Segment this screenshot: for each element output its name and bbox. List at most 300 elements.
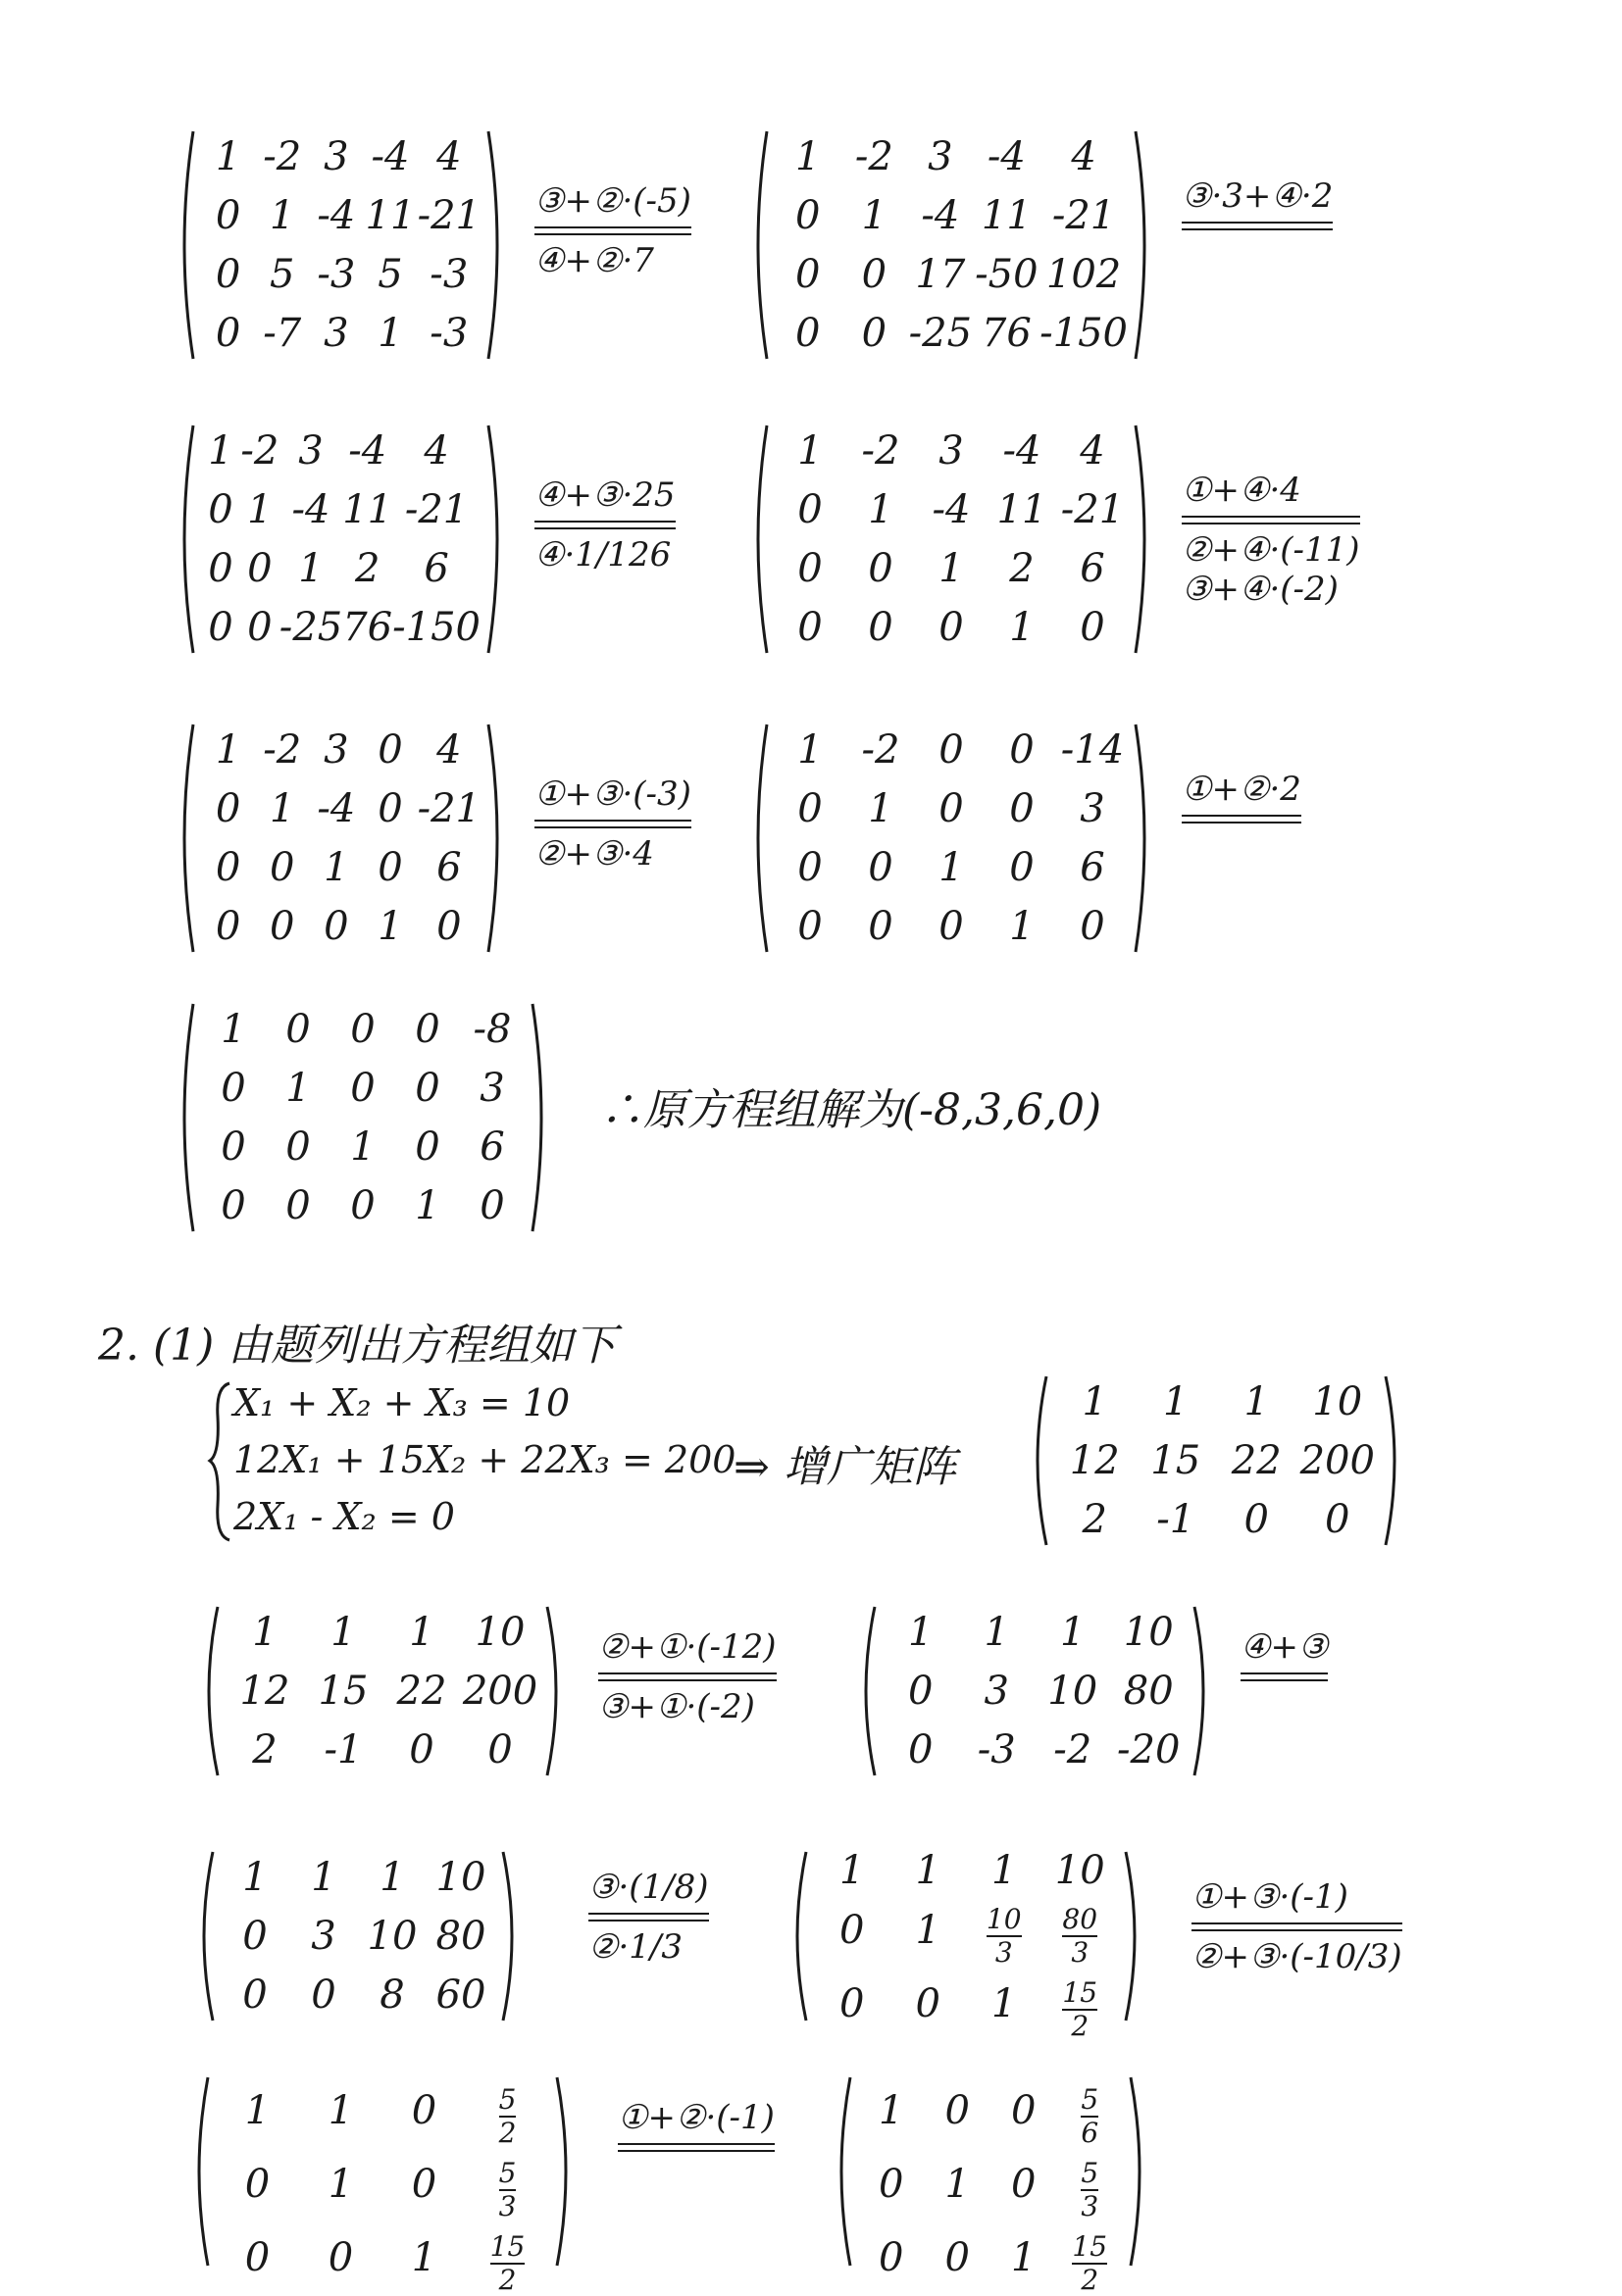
equation-system — [206, 1377, 755, 1544]
left-bracket — [785, 1848, 810, 2024]
matrix-cell: 76 — [342, 605, 393, 650]
matrix-cell: -3 — [430, 311, 469, 356]
matrix-r2-b — [745, 422, 1157, 657]
op-r3-a — [534, 774, 691, 873]
matrix-cell: 0 — [1011, 2161, 1037, 2207]
matrix-cell: 1 — [797, 727, 823, 773]
matrix-cell: 11 — [981, 193, 1032, 238]
matrix-cell: 8 — [380, 1972, 405, 2018]
matrix-cell: -1 — [324, 1727, 363, 1772]
matrix-cell: 10 — [1123, 1610, 1174, 1655]
matrix-cell: 1 — [1163, 1379, 1189, 1424]
matrix-cell: 0 — [350, 1183, 376, 1228]
matrix-cell: 10 — [475, 1610, 526, 1655]
matrix-cell: -21 — [1051, 193, 1116, 238]
matrix-cell: 0 — [215, 252, 241, 297]
matrix-cell: 3 — [311, 1914, 336, 1959]
equivalence-arrow-lines — [534, 820, 691, 828]
matrix-cell: 6 — [436, 845, 462, 890]
conclusion-text: ∴原方程组解为(-8,3,6,0) — [600, 1085, 1102, 1135]
equivalence-arrow-lines — [1182, 815, 1301, 824]
matrix-cell: 0 — [797, 786, 823, 831]
matrix-cell: -2 — [861, 727, 900, 773]
matrix-cell: 0 — [1325, 1497, 1350, 1542]
matrix-augmented — [1025, 1373, 1407, 1549]
matrix-s2-r3-b — [785, 1848, 1147, 2042]
left-bracket — [172, 422, 197, 657]
matrix-cell: 1 — [915, 1848, 940, 1893]
matrix-cell: 3 — [324, 727, 349, 773]
matrix-cell: 0 — [215, 311, 241, 356]
matrix-cell: 0 — [1009, 727, 1035, 773]
matrix-cell: 1 — [252, 1610, 278, 1655]
matrix-cell: 1 — [244, 2087, 271, 2133]
operation-line: ③·3+④·2 — [1182, 176, 1334, 216]
matrix-cell: 2 — [252, 1727, 278, 1772]
equation-2: 12X₁ + 15X₂ + 22X₃ = 200 — [233, 1438, 736, 1481]
matrix-cell: 0 — [221, 1124, 246, 1170]
matrix-cell: 3 — [480, 1066, 505, 1111]
matrix-cell: 1 — [839, 1848, 865, 1893]
matrix-cell: 10 — [435, 1855, 486, 1900]
matrix-cell: 22 — [396, 1669, 447, 1714]
matrix-cell: 4 — [436, 727, 462, 773]
matrix-cell: 0 — [795, 193, 821, 238]
matrix-cell: 0 — [285, 1183, 311, 1228]
matrix-cell: $\frac{80}{3}$ — [1062, 1903, 1098, 1969]
op-s2-r2-b — [1241, 1627, 1328, 1687]
matrix-s2-r4-a — [186, 2073, 579, 2296]
matrix-cell: -25 — [908, 311, 973, 356]
system-brace — [206, 1377, 235, 1544]
matrix-cell: 0 — [215, 193, 241, 238]
matrix-cell: 0 — [208, 487, 233, 532]
matrix-cell: 15 — [1150, 1438, 1201, 1483]
matrix-cell: -50 — [975, 252, 1039, 297]
matrix-cell: 0 — [244, 2234, 271, 2280]
matrix-cell: 0 — [797, 546, 823, 591]
matrix-cell: 3 — [324, 311, 349, 356]
op-s2-r2-a — [598, 1627, 777, 1726]
left-bracket — [172, 127, 197, 363]
matrix-cell: 0 — [1080, 605, 1105, 650]
right-bracket — [1132, 422, 1157, 657]
matrix-cell: 0 — [324, 904, 349, 949]
matrix-cell: 200 — [1299, 1438, 1375, 1483]
matrix-cell: 0 — [868, 904, 893, 949]
matrix-cell: -3 — [317, 252, 356, 297]
matrix-cell: 3 — [984, 1669, 1009, 1714]
matrix-cell: 0 — [208, 605, 233, 650]
left-bracket — [745, 721, 771, 956]
matrix-cell: -2 — [854, 134, 893, 179]
matrix-cell: 3 — [938, 428, 964, 474]
matrix-cell: 0 — [378, 786, 403, 831]
matrix-cell: 0 — [311, 1972, 336, 2018]
matrix-cell: 1 — [285, 1066, 311, 1111]
matrix-cell: 5 — [269, 252, 295, 297]
matrix-cell: 1 — [328, 2161, 354, 2207]
matrix-cell: 4 — [1071, 134, 1096, 179]
operation-line: ①+④·4 — [1182, 471, 1301, 510]
matrix-cell: 1 — [247, 487, 273, 532]
matrix-cell: 80 — [435, 1914, 486, 1959]
matrix-cell: 1 — [908, 1610, 934, 1655]
matrix-cell: -3 — [430, 252, 469, 297]
right-bracket — [1122, 1848, 1147, 2024]
left-bracket — [745, 127, 771, 363]
matrix-cell: $\frac{5}{3}$ — [498, 2157, 517, 2222]
operation-line: ④+③ — [1241, 1627, 1329, 1667]
matrix-cell: -14 — [1060, 727, 1125, 773]
matrix-cell: 0 — [908, 1669, 934, 1714]
matrix-cell: 0 — [908, 1727, 934, 1772]
matrix-cell: 6 — [480, 1124, 505, 1170]
matrix-cell: 0 — [861, 252, 887, 297]
matrix-cell: 10 — [1047, 1669, 1098, 1714]
matrix-cell: 1 — [269, 193, 295, 238]
left-bracket — [172, 1000, 197, 1235]
matrix-cell: 1 — [328, 2087, 354, 2133]
matrix-cell: 0 — [411, 2087, 437, 2133]
matrix-cell: 1 — [215, 134, 241, 179]
matrix-cell: 12 — [1069, 1438, 1120, 1483]
matrix-cell: -2 — [263, 134, 302, 179]
matrix-cell: 10 — [367, 1914, 418, 1959]
matrix-cell: 0 — [938, 727, 964, 773]
matrix-cell: -150 — [1039, 311, 1128, 356]
matrix-cell: 0 — [415, 1066, 440, 1111]
matrix-cell: 0 — [215, 845, 241, 890]
matrix-cell: 0 — [797, 904, 823, 949]
left-bracket — [196, 1603, 222, 1779]
op-r1-a — [534, 181, 691, 280]
matrix-cell: -4 — [1002, 428, 1041, 474]
matrix-cell: 1 — [269, 786, 295, 831]
op-r2-b — [1182, 471, 1360, 609]
right-bracket — [1127, 2073, 1152, 2270]
matrix-r1-a — [172, 127, 510, 363]
matrix-cell: 0 — [487, 1727, 513, 1772]
equivalence-arrow-lines — [534, 226, 691, 235]
matrix-cell: 1 — [879, 2087, 904, 2133]
matrix-cell: -7 — [263, 311, 302, 356]
matrix-cell: 0 — [861, 311, 887, 356]
matrix-cell: 0 — [1009, 845, 1035, 890]
equivalence-arrow-lines — [1241, 1672, 1328, 1681]
matrix-cell: 102 — [1045, 252, 1122, 297]
right-bracket — [1132, 721, 1157, 956]
matrix-cell: 0 — [208, 546, 233, 591]
matrix-cell: 1 — [330, 1610, 356, 1655]
matrix-cell: 1 — [1060, 1610, 1086, 1655]
matrix-cell: 0 — [868, 605, 893, 650]
matrix-cell: 1 — [324, 845, 349, 890]
matrix-cell: 1 — [378, 904, 403, 949]
equivalence-arrow-lines — [1191, 1922, 1402, 1931]
matrix-cell: -4 — [291, 487, 330, 532]
matrix-cell: 3 — [1080, 786, 1105, 831]
matrix-cell: 0 — [350, 1066, 376, 1111]
matrix-cell: 0 — [328, 2234, 354, 2280]
left-bracket — [1025, 1373, 1050, 1549]
matrix-cell: 11 — [342, 487, 393, 532]
matrix-cell: 0 — [244, 2161, 271, 2207]
matrix-cell: 1 — [938, 546, 964, 591]
matrix-cell: 0 — [944, 2087, 970, 2133]
matrix-cell: 0 — [1243, 1497, 1269, 1542]
matrix-cell: 1 — [1009, 904, 1035, 949]
operation-line: ④+②·7 — [534, 241, 654, 280]
matrix-cell: -2 — [861, 428, 900, 474]
matrix-cell: 22 — [1231, 1438, 1282, 1483]
operation-line: ①+③·(-3) — [534, 774, 691, 814]
operation-line: ①+②·2 — [1182, 770, 1301, 809]
matrix-cell: 6 — [424, 546, 449, 591]
matrix-cell: 1 — [415, 1183, 440, 1228]
matrix-cell: 0 — [247, 546, 273, 591]
matrix-cell: 0 — [797, 487, 823, 532]
matrix-cell: 0 — [795, 311, 821, 356]
matrix-cell: 11 — [996, 487, 1047, 532]
matrix-cell: 0 — [415, 1007, 440, 1052]
matrix-cell: 0 — [221, 1183, 246, 1228]
matrix-cell: 2 — [1082, 1497, 1107, 1542]
matrix-cell: 15 — [318, 1669, 369, 1714]
matrix-cell: 0 — [285, 1124, 311, 1170]
matrix-cell: 0 — [795, 252, 821, 297]
matrix-cell: 0 — [879, 2161, 904, 2207]
matrix-cell: 12 — [239, 1669, 290, 1714]
matrix-cell: 1 — [915, 1907, 940, 1953]
matrix-cell: 1 — [938, 845, 964, 890]
matrix-cell: 1 — [311, 1855, 336, 1900]
matrix-cell: -3 — [977, 1727, 1016, 1772]
matrix-cell: 1 — [298, 546, 324, 591]
matrix-cell: 1 — [868, 786, 893, 831]
matrix-cell: 17 — [915, 252, 966, 297]
matrix-cell: 2 — [354, 546, 380, 591]
matrix-cell: 1 — [944, 2161, 970, 2207]
equation-1: X₁ + X₂ + X₃ = 10 — [233, 1381, 571, 1424]
equivalence-arrow-lines — [1182, 222, 1333, 230]
matrix-cell: 1 — [208, 428, 233, 474]
matrix-cell: 1 — [984, 1610, 1009, 1655]
matrix-cell: 1 — [1009, 605, 1035, 650]
matrix-cell: $\frac{15}{2}$ — [1072, 2230, 1108, 2296]
matrix-cell: 3 — [324, 134, 349, 179]
operation-line: ①+③·(-1) — [1191, 1877, 1348, 1917]
matrix-cell: -4 — [348, 428, 387, 474]
matrix-cell: 0 — [944, 2234, 970, 2280]
matrix-cell: 0 — [868, 546, 893, 591]
matrix-s2-r2-a — [196, 1603, 569, 1779]
operation-line: ③+④·(-2) — [1182, 570, 1339, 609]
matrix-cell: -8 — [473, 1007, 512, 1052]
left-bracket — [853, 1603, 879, 1779]
operation-line: ②+③·4 — [534, 834, 654, 873]
matrix-cell: 0 — [409, 1727, 434, 1772]
matrix-cell: -21 — [1060, 487, 1125, 532]
matrix-cell: 0 — [242, 1914, 268, 1959]
left-bracket — [829, 2073, 854, 2270]
matrix-cell: $\frac{15}{2}$ — [1062, 1976, 1098, 2042]
matrix-s2-r3-a — [191, 1848, 525, 2024]
matrix-cell: 10 — [1054, 1848, 1105, 1893]
right-bracket — [484, 721, 510, 956]
matrix-cell: 0 — [1009, 786, 1035, 831]
matrix-cell: -2 — [1053, 1727, 1092, 1772]
matrix-cell: 0 — [938, 904, 964, 949]
matrix-cell: -150 — [392, 605, 481, 650]
matrix-cell: 1 — [868, 487, 893, 532]
matrix-cell: 0 — [215, 904, 241, 949]
matrix-cell: -20 — [1117, 1727, 1181, 1772]
matrix-cell: 0 — [221, 1066, 246, 1111]
equivalence-arrow-lines — [1182, 516, 1360, 524]
matrix-cell: 10 — [1312, 1379, 1363, 1424]
matrix-cell: 1 — [797, 428, 823, 474]
matrix-cell: 6 — [1080, 546, 1105, 591]
left-bracket — [745, 422, 771, 657]
matrix-cell: 3 — [298, 428, 324, 474]
matrix-cell: 0 — [247, 605, 273, 650]
matrix-r2-a — [172, 422, 510, 657]
matrix-s2-r4-b — [829, 2073, 1152, 2296]
right-bracket — [543, 1603, 569, 1779]
matrix-cell: 0 — [436, 904, 462, 949]
op-r3-b — [1182, 770, 1301, 829]
matrix-cell: 1 — [221, 1007, 246, 1052]
matrix-cell: -21 — [404, 487, 469, 532]
matrix-cell: 1 — [991, 1980, 1017, 2026]
matrix-cell: 4 — [424, 428, 449, 474]
op-s2-r3-b — [1191, 1877, 1402, 1976]
matrix-cell: 0 — [415, 1124, 440, 1170]
operation-line: ①+②·(-1) — [618, 2098, 775, 2137]
section2-heading: 2. (1) 由题列出方程组如下 — [98, 1321, 617, 1371]
matrix-cell: 0 — [215, 786, 241, 831]
right-bracket — [529, 1000, 554, 1235]
matrix-cell: -4 — [932, 487, 971, 532]
matrix-cell: 0 — [269, 904, 295, 949]
matrix-cell: 0 — [1011, 2087, 1037, 2133]
matrix-cell: 0 — [480, 1183, 505, 1228]
matrix-cell: $\frac{5}{6}$ — [1081, 2083, 1099, 2149]
matrix-cell: 0 — [350, 1007, 376, 1052]
equivalence-arrow-lines — [598, 1672, 777, 1681]
operation-line: ②·1/3 — [588, 1927, 684, 1967]
matrix-cell: 4 — [436, 134, 462, 179]
operation-line: ④·1/126 — [534, 535, 672, 574]
matrix-cell: 0 — [269, 845, 295, 890]
matrix-cell: -4 — [987, 134, 1026, 179]
matrix-cell: $\frac{5}{2}$ — [498, 2083, 517, 2149]
matrix-cell: 0 — [797, 845, 823, 890]
matrix-cell: 1 — [350, 1124, 376, 1170]
matrix-r3-b — [745, 721, 1157, 956]
right-bracket — [1132, 127, 1157, 363]
matrix-cell: 1 — [1011, 2234, 1037, 2280]
matrix-cell: 11 — [365, 193, 416, 238]
matrix-r1-b — [745, 127, 1157, 363]
left-bracket — [191, 1848, 217, 2024]
operation-line: ②+④·(-11) — [1182, 530, 1360, 570]
matrix-cell: 1 — [378, 311, 403, 356]
augmented-arrow-text: ⇒ 增广矩阵 — [734, 1442, 956, 1492]
op-r2-a — [534, 475, 676, 574]
left-bracket — [172, 721, 197, 956]
matrix-cell: 4 — [1080, 428, 1105, 474]
right-bracket — [499, 1848, 525, 2024]
matrix-r3-a — [172, 721, 510, 956]
op-s2-r4-a — [618, 2098, 775, 2158]
matrix-cell: 1 — [861, 193, 887, 238]
right-bracket — [484, 422, 510, 657]
operation-line: ②+①·(-12) — [598, 1627, 777, 1667]
matrix-cell: 0 — [378, 845, 403, 890]
matrix-cell: 0 — [839, 1980, 865, 2026]
matrix-cell: -4 — [317, 193, 356, 238]
equation-3: 2X₁ - X₂ = 0 — [233, 1495, 455, 1538]
matrix-cell: 1 — [409, 1610, 434, 1655]
matrix-cell: 0 — [411, 2161, 437, 2207]
matrix-cell: 0 — [868, 845, 893, 890]
operation-line: ④+③·25 — [534, 475, 676, 515]
matrix-cell: 0 — [938, 786, 964, 831]
matrix-cell: 1 — [795, 134, 821, 179]
matrix-cell: -1 — [1156, 1497, 1195, 1542]
matrix-cell: 1 — [215, 727, 241, 773]
matrix-cell: 80 — [1123, 1669, 1174, 1714]
matrix-cell: 60 — [435, 1972, 486, 2018]
matrix-cell: -21 — [417, 193, 481, 238]
right-bracket — [1382, 1373, 1407, 1549]
matrix-cell: 6 — [1080, 845, 1105, 890]
operation-line: ③+②·(-5) — [534, 181, 691, 221]
matrix-cell: -25 — [279, 605, 343, 650]
matrix-s2-r2-b — [853, 1603, 1216, 1779]
right-bracket — [1191, 1603, 1216, 1779]
matrix-cell: 76 — [981, 311, 1032, 356]
matrix-cell: 1 — [242, 1855, 268, 1900]
matrix-cell: 0 — [938, 605, 964, 650]
matrix-cell: 5 — [378, 252, 403, 297]
matrix-cell: 0 — [378, 727, 403, 773]
op-s2-r3-a — [588, 1868, 709, 1967]
right-bracket — [484, 127, 510, 363]
matrix-cell: 3 — [928, 134, 953, 179]
matrix-cell: 0 — [839, 1907, 865, 1953]
matrix-cell: -4 — [371, 134, 410, 179]
operation-line: ③·(1/8) — [588, 1868, 709, 1907]
op-r1-b — [1182, 176, 1333, 236]
matrix-cell: 200 — [462, 1669, 538, 1714]
matrix-cell: -4 — [317, 786, 356, 831]
matrix-cell: 0 — [242, 1972, 268, 2018]
matrix-cell: $\frac{5}{3}$ — [1081, 2157, 1099, 2222]
matrix-cell: $\frac{15}{2}$ — [489, 2230, 526, 2296]
matrix-cell: 0 — [285, 1007, 311, 1052]
left-bracket — [186, 2073, 212, 2270]
matrix-final — [172, 1000, 554, 1235]
matrix-cell: 0 — [797, 605, 823, 650]
matrix-cell: -2 — [263, 727, 302, 773]
operation-line: ②+③·(-10/3) — [1191, 1937, 1402, 1976]
matrix-cell: 1 — [1082, 1379, 1107, 1424]
matrix-cell: 1 — [1243, 1379, 1269, 1424]
matrix-cell: 1 — [411, 2234, 437, 2280]
